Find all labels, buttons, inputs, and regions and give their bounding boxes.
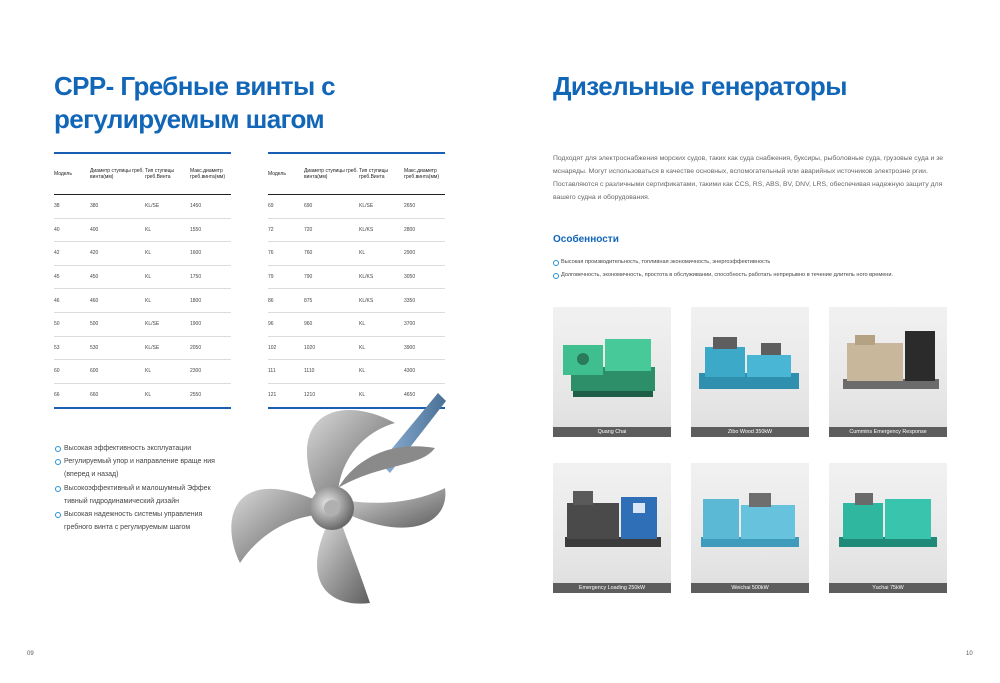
product-caption: Weichai 500kW (691, 583, 809, 593)
product-tile-cummins (829, 307, 947, 437)
table-cell: 690 (304, 203, 313, 210)
table-cell: KL (145, 392, 152, 399)
table-cell: 1210 (304, 392, 316, 399)
generator-image (553, 463, 671, 581)
header-max-diameter: Макс.диаметр греб.винта(мм) (190, 167, 226, 180)
table-cell: 50 (54, 321, 60, 328)
table-cell: KL/SE (145, 344, 160, 351)
product-tile-zibo (691, 307, 809, 437)
table-cell: 1800 (190, 297, 202, 304)
table-row (268, 289, 445, 313)
table-cell: 4650 (404, 392, 416, 399)
table-cell: KL/SE (145, 321, 160, 328)
table-cell: KL/KS (359, 297, 374, 304)
table-cell: 66 (54, 392, 60, 399)
table-row (54, 384, 231, 408)
table-cell: 3350 (404, 297, 416, 304)
table-cell: 76 (268, 250, 274, 257)
list-item: Высокая надежность системы управления гребного винта с регулируемым шагом (55, 508, 225, 534)
table-cell: 400 (90, 226, 99, 233)
table-cell: 2800 (404, 226, 416, 233)
cpp-title-line1: CPP- Гребные винты с (54, 71, 336, 101)
table-cell: KL (145, 297, 152, 304)
table-cell: KL (145, 250, 152, 257)
table-cell: KL (145, 273, 152, 280)
table-row (268, 219, 445, 243)
propeller-image (220, 393, 460, 608)
cpp-spec-table-a (54, 152, 231, 409)
header-model: Модель (54, 170, 72, 177)
table-cell: 1020 (304, 344, 316, 351)
page-number-left: 09 (27, 651, 34, 657)
table-cell: 1900 (190, 321, 202, 328)
table-cell: KL (359, 321, 366, 328)
list-item: Высокая эффективность эксплуатации (55, 442, 225, 455)
product-tile-emergency-loading (553, 463, 671, 593)
cpp-title (54, 70, 414, 136)
table-cell: KL (145, 368, 152, 375)
table-row (54, 313, 231, 337)
header-hub-type: Тип ступицы греб.Винта (359, 167, 389, 180)
header-hub-diameter: Диаметр ступицы греб. винта(мм) (304, 167, 358, 180)
table-cell: 53 (54, 344, 60, 351)
generators-intro: Подходят для электроснабжения морских судов, таких как суда снабжения, буксиры, рыболовные суда, грузовые суда и зе мснаряды. Могут использоваться в качестве основных, вспомогательный или аварийных источников электроэне ргии. Поставляются с различными сертификатами, такими как CCS, RS, ABS, BV, DNV, LRS, обеспечивая надежную защиту для вашего судна и оборудования. (553, 155, 944, 201)
table-cell: 38 (54, 203, 60, 210)
table-cell: 121 (268, 392, 277, 399)
table-row (268, 195, 445, 219)
features-heading: Особенности (553, 234, 619, 245)
table-cell: 2550 (190, 392, 202, 399)
table-cell: 69 (268, 203, 274, 210)
table-cell: KL/SE (145, 203, 160, 210)
header-hub-diameter: Диаметр ступицы греб. винта(мм) (90, 167, 144, 180)
table-cell: 1450 (190, 203, 202, 210)
table-row (54, 219, 231, 243)
table-cell: 875 (304, 297, 313, 304)
product-caption: Cummins Emergency Response (829, 427, 947, 437)
table-cell: 600 (90, 368, 99, 375)
table-cell: 3700 (404, 321, 416, 328)
table-row (54, 289, 231, 313)
product-tile-weichai (691, 463, 809, 593)
table-cell: 1600 (190, 250, 202, 257)
table-cell: KL/KS (359, 273, 374, 280)
page-number-right: 10 (966, 651, 973, 657)
table-row (54, 195, 231, 219)
table-cell: 96 (268, 321, 274, 328)
table-cell: 420 (90, 250, 99, 257)
table-header-row (268, 154, 445, 195)
product-caption: Emergency Loading 250kW (553, 583, 671, 593)
table-row (268, 313, 445, 337)
table-row (268, 360, 445, 384)
table-row (54, 242, 231, 266)
table-cell: 111 (268, 368, 276, 375)
table-cell: 42 (54, 250, 60, 257)
table-cell: 79 (268, 273, 274, 280)
table-cell: 46 (54, 297, 60, 304)
table-cell: 3050 (404, 273, 416, 280)
table-cell: KL (359, 392, 366, 399)
table-cell: 530 (90, 344, 99, 351)
table-cell: 40 (54, 226, 60, 233)
table-row (268, 242, 445, 266)
table-cell: KL (359, 368, 366, 375)
table-cell: 45 (54, 273, 60, 280)
table-row (268, 266, 445, 290)
generators-title: Дизельные генераторы (553, 71, 847, 101)
generator-image (829, 307, 947, 425)
table-cell: 2900 (404, 250, 416, 257)
list-item: Регулируемый упор и направление враще ния (вперед и назад) (55, 455, 225, 481)
table-cell: 1110 (304, 368, 315, 375)
table-cell: 660 (90, 392, 99, 399)
generator-image (553, 307, 671, 425)
table-cell: KL/KS (359, 226, 374, 233)
table-cell: 790 (304, 273, 313, 280)
table-cell: 60 (54, 368, 60, 375)
product-caption: Zibo Wood 350kW (691, 427, 809, 437)
table-cell: KL (145, 226, 152, 233)
header-max-diameter: Макс.диаметр греб.винта(мм) (404, 167, 440, 180)
table-cell: 1750 (190, 273, 202, 280)
table-cell: 102 (268, 344, 277, 351)
table-row (54, 337, 231, 361)
table-cell: KL (359, 344, 366, 351)
table-cell: 2650 (404, 203, 416, 210)
generator-image (829, 463, 947, 581)
list-item: Долговечность, экономичность, простота в обслуживании, способность работать непрерывно в течение длитель ного времени. (553, 269, 953, 282)
generator-image (691, 463, 809, 581)
table-cell: 960 (304, 321, 313, 328)
table-cell: 500 (90, 321, 99, 328)
table-cell: 380 (90, 203, 99, 210)
table-cell: 2300 (190, 368, 202, 375)
table-row (54, 360, 231, 384)
cpp-features-list (55, 442, 225, 534)
cpp-spec-table-b (268, 152, 445, 409)
product-tile-quang-chai (553, 307, 671, 437)
table-cell: 450 (90, 273, 99, 280)
product-caption: Yuchai 75kW (829, 583, 947, 593)
table-cell: KL (359, 250, 366, 257)
header-model: Модель (268, 170, 286, 177)
table-cell: 1550 (190, 226, 202, 233)
list-item: Высокая производительность, топливная экономичность, энергоэффективность (553, 256, 953, 269)
table-cell: 86 (268, 297, 274, 304)
table-row (268, 337, 445, 361)
table-cell: 72 (268, 226, 274, 233)
generator-image (691, 307, 809, 425)
table-header-row (54, 154, 231, 195)
generator-features-list (553, 256, 953, 282)
table-row (54, 266, 231, 290)
cpp-title-line2: регулируемым шагом (54, 104, 325, 134)
table-cell: 2050 (190, 344, 202, 351)
list-item: Высокоэффективный и малошумный Эффек тивный гидродинамический дизайн (55, 482, 225, 508)
product-caption: Quang Chai (553, 427, 671, 437)
product-tile-yuchai (829, 463, 947, 593)
table-cell: 460 (90, 297, 99, 304)
table-cell: KL/SE (359, 203, 374, 210)
table-cell: 720 (304, 226, 313, 233)
table-cell: 3900 (404, 344, 416, 351)
table-cell: 760 (304, 250, 313, 257)
table-cell: 4300 (404, 368, 416, 375)
header-hub-type: Тип ступицы греб.Винта (145, 167, 175, 180)
